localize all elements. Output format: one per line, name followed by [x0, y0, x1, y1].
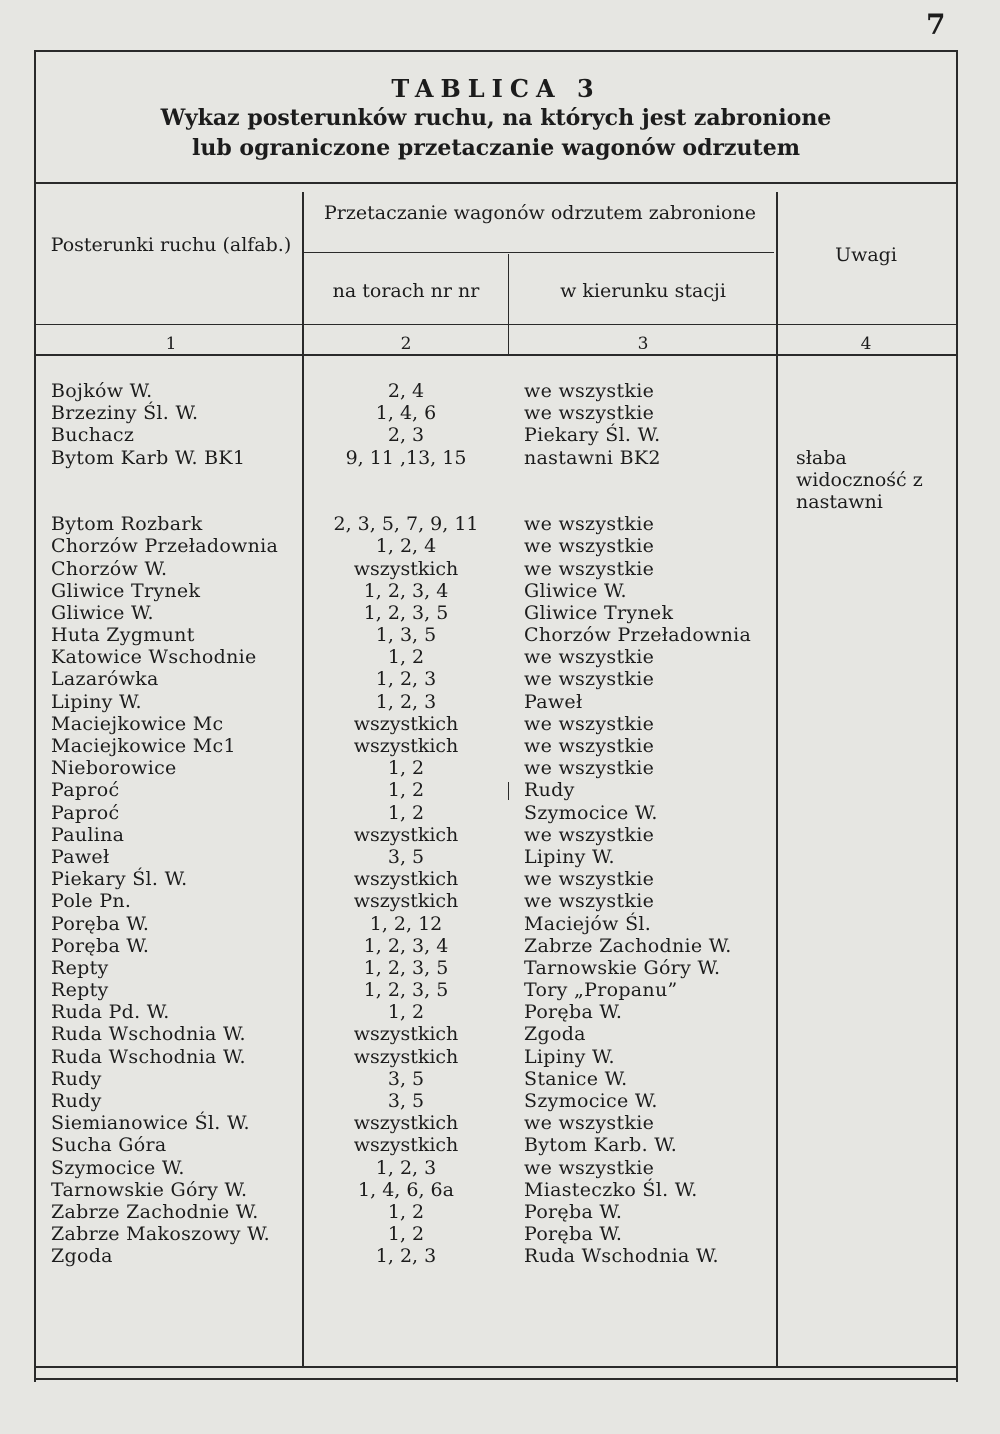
tracks-cell: wszystkich	[353, 735, 459, 758]
table-row	[0, 757, 1000, 779]
header-stations: Posterunki ruchu (alfab.)	[50, 234, 292, 256]
table-row	[0, 558, 1000, 580]
direction-cell: Tarnowskie Góry W.	[524, 956, 721, 979]
bottom-rule-double	[34, 1378, 958, 1380]
table-row	[0, 713, 1000, 735]
direction-cell: we wszystkie	[524, 1112, 655, 1135]
table-row	[0, 535, 1000, 557]
station-cell: Szymocice W.	[51, 1156, 185, 1179]
tracks-cell: 1, 2	[387, 646, 425, 669]
direction-cell: Stanice W.	[524, 1067, 628, 1090]
column-number-1: 1	[165, 334, 177, 354]
table-row	[0, 646, 1000, 668]
title-line-2: Wykaz posterunków ruchu, na których jest zabronione	[160, 105, 832, 131]
station-cell: Zgoda	[51, 1245, 113, 1268]
tracks-cell: 1, 2	[387, 801, 425, 824]
tracks-cell: 1, 2, 4	[375, 535, 437, 558]
tracks-cell: 1, 2, 12	[369, 912, 443, 935]
table-row	[0, 824, 1000, 846]
station-cell: Pole Pn.	[51, 890, 132, 913]
direction-cell: we wszystkie	[524, 823, 655, 846]
table-row	[0, 890, 1000, 912]
table-row	[0, 513, 1000, 535]
table-row	[0, 402, 1000, 424]
tracks-cell: 2, 4	[387, 380, 425, 402]
tracks-cell: 3, 5	[387, 845, 425, 868]
title-line-3: lub ograniczone przetaczanie wagonów odrzutem	[192, 135, 800, 161]
table-title	[36, 74, 956, 163]
station-cell: Bytom Rozbark	[51, 513, 203, 536]
page-number: 7	[926, 8, 946, 41]
direction-cell: Chorzów Przeładownia	[524, 624, 752, 647]
table-row	[0, 735, 1000, 757]
table-row	[0, 1157, 1000, 1179]
table-row	[0, 979, 1000, 1001]
header-separator-2	[508, 254, 509, 354]
tracks-cell: wszystkich	[353, 868, 459, 891]
table-row	[0, 935, 1000, 957]
station-cell: Piekary Śl. W.	[51, 868, 188, 891]
header-tracks: na torach nr nr	[332, 280, 480, 302]
station-cell: Buchacz	[51, 424, 135, 447]
tracks-cell: 1, 2	[387, 779, 425, 802]
direction-cell: Gliwice W.	[524, 579, 627, 602]
direction-cell: Szymocice W.	[524, 1090, 658, 1113]
station-cell: Paproć	[51, 801, 120, 824]
station-cell: Repty	[51, 979, 109, 1002]
table-row	[0, 1090, 1000, 1112]
column-number-3: 3	[637, 334, 649, 354]
station-cell: Gliwice W.	[51, 601, 154, 624]
table-row	[0, 957, 1000, 979]
tracks-cell: 2, 3, 5, 7, 9, 11	[333, 513, 479, 536]
tracks-cell: 1, 2, 3	[375, 1245, 437, 1268]
direction-cell: Miasteczko Śl. W.	[524, 1178, 698, 1201]
station-cell: Rudy	[51, 1067, 102, 1090]
table-row	[0, 602, 1000, 624]
table-row	[0, 846, 1000, 868]
station-cell: Repty	[51, 956, 109, 979]
direction-cell: we wszystkie	[524, 646, 655, 669]
header-group: Przetaczanie wagonów odrzutem zabronione	[324, 202, 756, 224]
tracks-cell: 1, 2	[387, 1001, 425, 1024]
station-cell: Paproć	[51, 779, 120, 802]
tracks-cell: 1, 2, 3, 5	[363, 979, 449, 1002]
direction-cell: we wszystkie	[524, 513, 655, 536]
table-row	[0, 779, 1000, 801]
station-cell: Ruda Wschodnia W.	[51, 1023, 246, 1046]
direction-cell: Gliwice Trynek	[524, 601, 674, 624]
title-line-1: TABLICA 3	[391, 74, 601, 103]
station-cell: Tarnowskie Góry W.	[51, 1178, 248, 1201]
tracks-cell: 9, 11 ,13, 15	[345, 446, 467, 469]
table-row	[0, 802, 1000, 824]
tracks-cell: 1, 3, 5	[375, 624, 437, 647]
direction-cell: Lipiny W.	[524, 1045, 615, 1068]
station-cell: Lipiny W.	[51, 690, 142, 713]
header-top-rule	[34, 182, 958, 184]
direction-cell: we wszystkie	[524, 668, 655, 691]
station-cell: Huta Zygmunt	[51, 624, 195, 647]
tracks-cell: wszystkich	[353, 1045, 459, 1068]
station-cell: Bytom Karb W. BK1	[51, 446, 246, 469]
table-row	[0, 691, 1000, 713]
tracks-cell: wszystkich	[353, 1134, 459, 1157]
station-cell: Sucha Góra	[51, 1134, 167, 1157]
table-row	[0, 580, 1000, 602]
station-cell: Paulina	[51, 823, 125, 846]
station-cell: Maciejkowice Mc	[51, 712, 224, 735]
direction-cell: we wszystkie	[524, 535, 655, 558]
table-body	[0, 380, 1000, 1268]
direction-cell: we wszystkie	[524, 1156, 655, 1179]
header-bottom-rule	[36, 324, 956, 325]
table-row	[0, 447, 1000, 514]
direction-cell: Paweł	[524, 690, 583, 713]
direction-cell: Piekary Śl. W.	[524, 424, 661, 447]
column-number-4: 4	[860, 334, 872, 354]
tracks-cell: 1, 2, 3, 5	[363, 601, 449, 624]
table-row	[0, 380, 1000, 402]
direction-cell: we wszystkie	[524, 868, 655, 891]
header-direction: w kierunku stacji	[560, 280, 726, 302]
station-cell: Paweł	[51, 845, 110, 868]
table-row	[0, 1001, 1000, 1023]
direction-cell: Bytom Karb. W.	[524, 1134, 678, 1157]
station-cell: Ruda Pd. W.	[51, 1001, 170, 1024]
direction-cell: Ruda Wschodnia W.	[524, 1245, 719, 1268]
tracks-cell: wszystkich	[353, 712, 459, 735]
station-cell: Rudy	[51, 1090, 102, 1113]
station-cell: Chorzów Przeładownia	[51, 535, 279, 558]
station-cell: Siemianowice Śl. W.	[51, 1112, 250, 1135]
station-cell: Gliwice Trynek	[51, 579, 201, 602]
tracks-cell: 3, 5	[387, 1090, 425, 1113]
station-cell: Poręba W.	[51, 912, 150, 935]
direction-cell: Lipiny W.	[524, 845, 615, 868]
direction-cell: we wszystkie	[524, 712, 655, 735]
tracks-cell: 1, 2, 3, 4	[363, 579, 449, 602]
direction-cell: Poręba W.	[524, 1200, 623, 1223]
tracks-cell: 1, 2, 3, 5	[363, 956, 449, 979]
station-cell: Bojków W.	[51, 380, 153, 402]
direction-cell: we wszystkie	[524, 890, 655, 913]
table-row	[0, 1112, 1000, 1134]
table-row	[0, 1245, 1000, 1267]
remarks-cell: słaba widoczność z nastawni	[796, 446, 923, 513]
station-cell: Katowice Wschodnie	[51, 646, 257, 669]
tracks-cell: wszystkich	[353, 890, 459, 913]
direction-cell: we wszystkie	[524, 735, 655, 758]
table-row	[0, 424, 1000, 446]
tracks-cell: wszystkich	[353, 557, 459, 580]
tracks-cell: 1, 2	[387, 1223, 425, 1246]
direction-cell: we wszystkie	[524, 557, 655, 580]
tracks-cell: 1, 4, 6	[375, 402, 437, 425]
table-row	[0, 1179, 1000, 1201]
tracks-cell: wszystkich	[353, 1023, 459, 1046]
direction-cell: Szymocice W.	[524, 801, 658, 824]
station-cell: Nieborowice	[51, 757, 177, 780]
tracks-cell: 1, 4, 6, 6a	[358, 1178, 454, 1201]
station-cell: Zabrze Zachodnie W.	[51, 1200, 259, 1223]
direction-cell: nastawni BK2	[524, 446, 661, 469]
tracks-cell: 1, 2	[387, 1200, 425, 1223]
tracks-cell: 1, 2, 3, 4	[363, 934, 449, 957]
tracks-cell: wszystkich	[353, 1112, 459, 1135]
table-row	[0, 913, 1000, 935]
station-cell: Zabrze Makoszowy W.	[51, 1223, 270, 1246]
direction-cell: Tory „Propanu”	[524, 979, 678, 1002]
table-row	[0, 1068, 1000, 1090]
direction-cell: Poręba W.	[524, 1001, 623, 1024]
tracks-cell: 1, 2, 3	[375, 668, 437, 691]
direction-cell: we wszystkie	[524, 402, 655, 425]
direction-cell: Maciejów Śl.	[524, 912, 652, 935]
table-row	[0, 1134, 1000, 1156]
direction-cell: Zgoda	[524, 1023, 586, 1046]
table-row	[0, 1023, 1000, 1045]
tracks-cell: 1, 2, 3	[375, 690, 437, 713]
direction-cell: we wszystkie	[524, 380, 655, 402]
table-row	[0, 1223, 1000, 1245]
tracks-cell: 1, 2, 3	[375, 1156, 437, 1179]
group-header-rule	[304, 252, 774, 253]
station-cell: Brzeziny Śl. W.	[51, 402, 199, 425]
table-row	[0, 868, 1000, 890]
tracks-cell: 1, 2	[387, 757, 425, 780]
table-row	[0, 1046, 1000, 1068]
tracks-cell: 2, 3	[387, 424, 425, 447]
station-cell: Maciejkowice Mc1	[51, 735, 236, 758]
direction-cell: Poręba W.	[524, 1223, 623, 1246]
bottom-rule	[34, 1366, 958, 1368]
table-row	[0, 1201, 1000, 1223]
column-number-rule	[34, 354, 958, 356]
station-cell: Poręba W.	[51, 934, 150, 957]
station-cell: Chorzów W.	[51, 557, 168, 580]
table-row	[0, 668, 1000, 690]
table-row	[0, 624, 1000, 646]
tracks-cell: 3, 5	[387, 1067, 425, 1090]
direction-cell: we wszystkie	[524, 757, 655, 780]
header-remarks: Uwagi	[835, 244, 897, 266]
direction-cell: Zabrze Zachodnie W.	[524, 934, 732, 957]
direction-cell: Rudy	[524, 779, 575, 802]
tracks-cell: wszystkich	[353, 823, 459, 846]
station-cell: Lazarówka	[51, 668, 159, 691]
station-cell: Ruda Wschodnia W.	[51, 1045, 246, 1068]
column-number-2: 2	[400, 334, 412, 354]
